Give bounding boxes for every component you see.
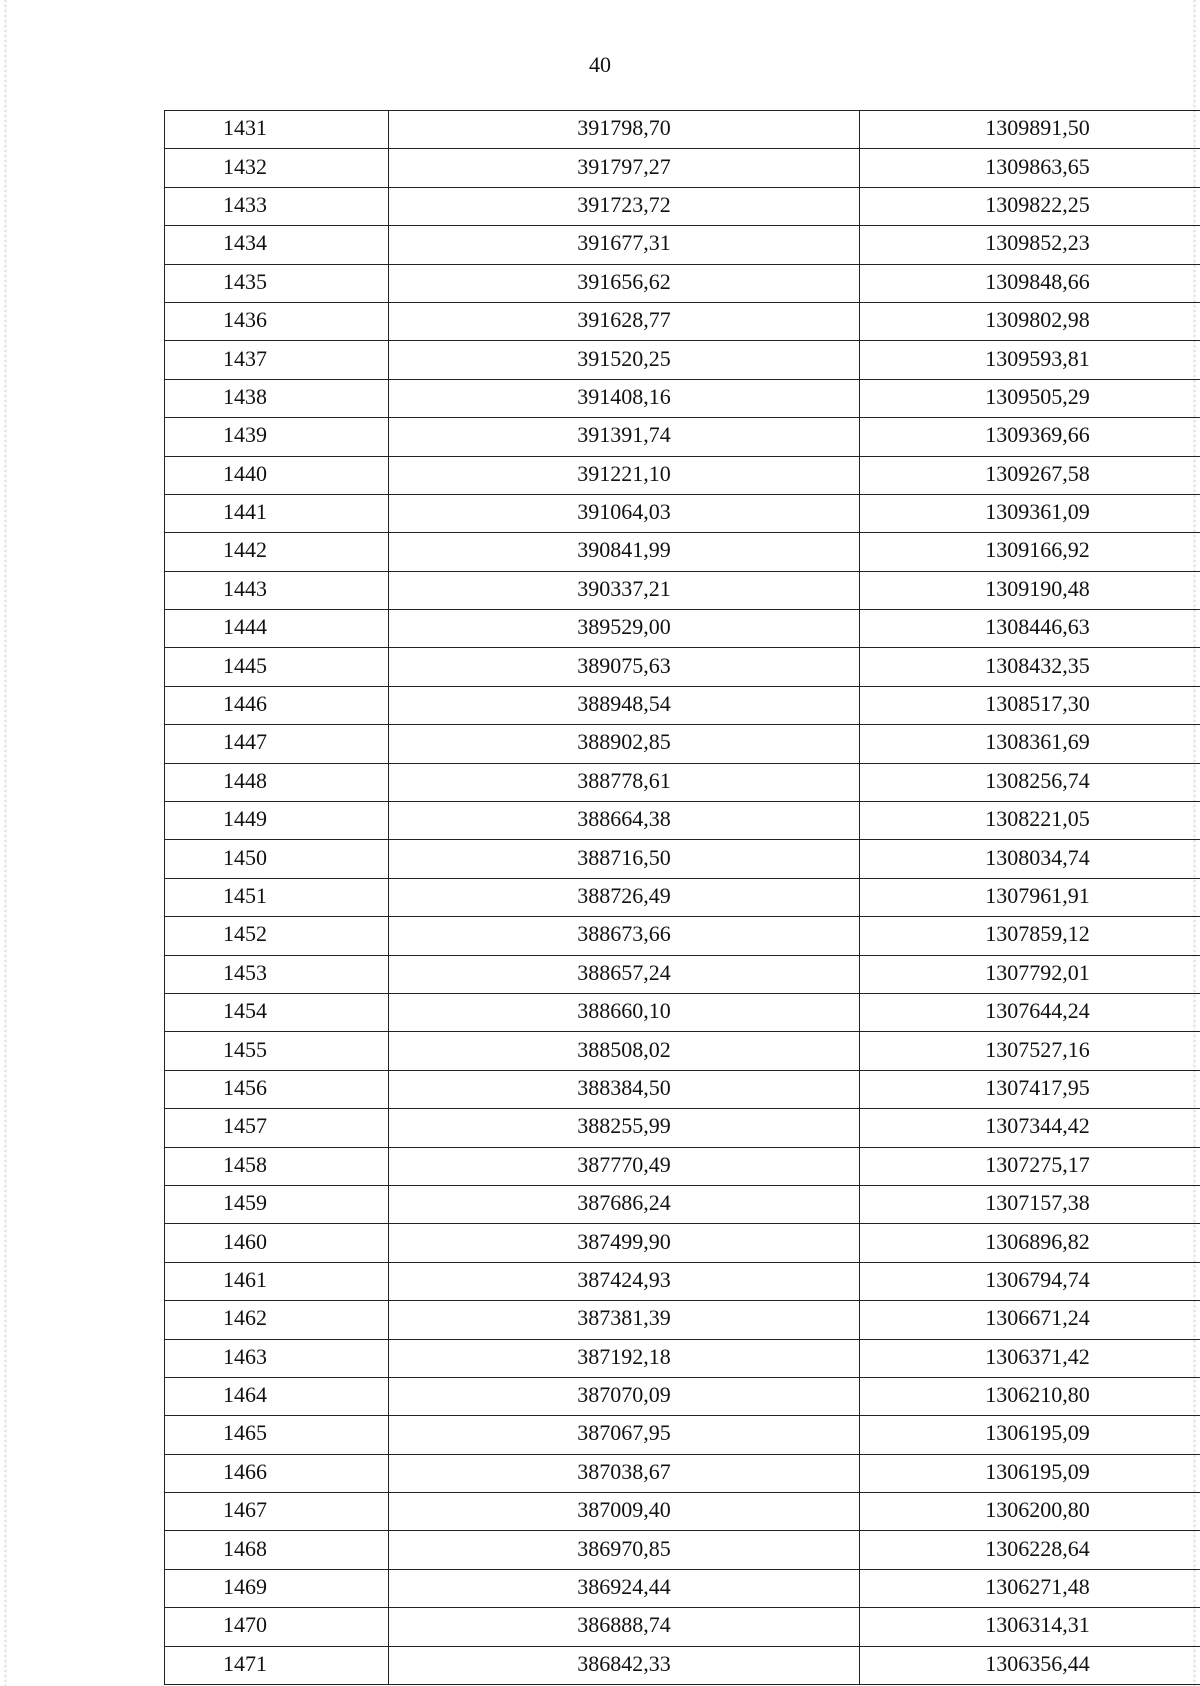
point-number-cell: 1442 [165, 533, 389, 571]
x-coordinate-cell: 388384,50 [389, 1070, 860, 1108]
table-row [165, 802, 1200, 840]
table-row [165, 1416, 1200, 1454]
point-number-cell: 1463 [165, 1339, 389, 1377]
point-number-cell: 1432 [165, 149, 389, 187]
table-row [165, 1032, 1200, 1070]
table-row [165, 456, 1200, 494]
x-coordinate-cell: 391798,70 [389, 111, 860, 149]
table-row [165, 111, 1200, 149]
point-number-cell: 1436 [165, 302, 389, 340]
table-row [165, 494, 1200, 532]
y-coordinate-cell: 1309505,29 [860, 379, 1200, 417]
y-coordinate-cell: 1307792,01 [860, 955, 1200, 993]
y-coordinate-cell: 1309852,23 [860, 226, 1200, 264]
table-row [165, 1301, 1200, 1339]
y-coordinate-cell: 1309166,92 [860, 533, 1200, 571]
table-row [165, 648, 1200, 686]
table-row [165, 226, 1200, 264]
point-number-cell: 1443 [165, 571, 389, 609]
point-number-cell: 1449 [165, 802, 389, 840]
y-coordinate-cell: 1306896,82 [860, 1224, 1200, 1262]
x-coordinate-cell: 387381,39 [389, 1301, 860, 1339]
y-coordinate-cell: 1306271,48 [860, 1569, 1200, 1607]
table-row [165, 149, 1200, 187]
table-row [165, 610, 1200, 648]
point-number-cell: 1434 [165, 226, 389, 264]
x-coordinate-cell: 387038,67 [389, 1454, 860, 1492]
y-coordinate-cell: 1308446,63 [860, 610, 1200, 648]
x-coordinate-cell: 386970,85 [389, 1531, 860, 1569]
x-coordinate-cell: 388508,02 [389, 1032, 860, 1070]
table-row [165, 302, 1200, 340]
x-coordinate-cell: 387499,90 [389, 1224, 860, 1262]
point-number-cell: 1450 [165, 840, 389, 878]
y-coordinate-cell: 1306794,74 [860, 1262, 1200, 1300]
table-row [165, 763, 1200, 801]
x-coordinate-cell: 389529,00 [389, 610, 860, 648]
x-coordinate-cell: 387770,49 [389, 1147, 860, 1185]
point-number-cell: 1460 [165, 1224, 389, 1262]
y-coordinate-cell: 1309369,66 [860, 418, 1200, 456]
point-number-cell: 1439 [165, 418, 389, 456]
y-coordinate-cell: 1308432,35 [860, 648, 1200, 686]
point-number-cell: 1469 [165, 1569, 389, 1607]
y-coordinate-cell: 1308361,69 [860, 725, 1200, 763]
table-row [165, 341, 1200, 379]
x-coordinate-cell: 388660,10 [389, 993, 860, 1031]
x-coordinate-cell: 386924,44 [389, 1569, 860, 1607]
table-row [165, 187, 1200, 225]
table-row [165, 1147, 1200, 1185]
y-coordinate-cell: 1307859,12 [860, 917, 1200, 955]
table-row [165, 418, 1200, 456]
point-number-cell: 1446 [165, 686, 389, 724]
point-number-cell: 1465 [165, 1416, 389, 1454]
point-number-cell: 1455 [165, 1032, 389, 1070]
table-row [165, 1070, 1200, 1108]
table-row [165, 264, 1200, 302]
y-coordinate-cell: 1307275,17 [860, 1147, 1200, 1185]
point-number-cell: 1440 [165, 456, 389, 494]
x-coordinate-cell: 391797,27 [389, 149, 860, 187]
point-number-cell: 1453 [165, 955, 389, 993]
coordinates-table [164, 110, 1200, 1685]
point-number-cell: 1441 [165, 494, 389, 532]
x-coordinate-cell: 388664,38 [389, 802, 860, 840]
x-coordinate-cell: 391520,25 [389, 341, 860, 379]
y-coordinate-cell: 1306228,64 [860, 1531, 1200, 1569]
x-coordinate-cell: 388948,54 [389, 686, 860, 724]
y-coordinate-cell: 1306195,09 [860, 1416, 1200, 1454]
table-row [165, 993, 1200, 1031]
y-coordinate-cell: 1309361,09 [860, 494, 1200, 532]
x-coordinate-cell: 391656,62 [389, 264, 860, 302]
point-number-cell: 1464 [165, 1377, 389, 1415]
y-coordinate-cell: 1306195,09 [860, 1454, 1200, 1492]
x-coordinate-cell: 390337,21 [389, 571, 860, 609]
x-coordinate-cell: 389075,63 [389, 648, 860, 686]
point-number-cell: 1456 [165, 1070, 389, 1108]
x-coordinate-cell: 391677,31 [389, 226, 860, 264]
point-number-cell: 1462 [165, 1301, 389, 1339]
table-row [165, 1608, 1200, 1646]
y-coordinate-cell: 1307157,38 [860, 1185, 1200, 1223]
table-row [165, 1646, 1200, 1684]
y-coordinate-cell: 1309891,50 [860, 111, 1200, 149]
point-number-cell: 1467 [165, 1493, 389, 1531]
y-coordinate-cell: 1307527,16 [860, 1032, 1200, 1070]
y-coordinate-cell: 1308221,05 [860, 802, 1200, 840]
x-coordinate-cell: 388726,49 [389, 878, 860, 916]
x-coordinate-cell: 387424,93 [389, 1262, 860, 1300]
point-number-cell: 1447 [165, 725, 389, 763]
x-coordinate-cell: 387009,40 [389, 1493, 860, 1531]
point-number-cell: 1451 [165, 878, 389, 916]
table-row [165, 917, 1200, 955]
point-number-cell: 1466 [165, 1454, 389, 1492]
x-coordinate-cell: 391408,16 [389, 379, 860, 417]
x-coordinate-cell: 387192,18 [389, 1339, 860, 1377]
x-coordinate-cell: 388673,66 [389, 917, 860, 955]
x-coordinate-cell: 386888,74 [389, 1608, 860, 1646]
y-coordinate-cell: 1309593,81 [860, 341, 1200, 379]
y-coordinate-cell: 1309822,25 [860, 187, 1200, 225]
y-coordinate-cell: 1309863,65 [860, 149, 1200, 187]
y-coordinate-cell: 1307417,95 [860, 1070, 1200, 1108]
y-coordinate-cell: 1306314,31 [860, 1608, 1200, 1646]
table-row [165, 1454, 1200, 1492]
y-coordinate-cell: 1308517,30 [860, 686, 1200, 724]
point-number-cell: 1452 [165, 917, 389, 955]
point-number-cell: 1437 [165, 341, 389, 379]
y-coordinate-cell: 1309802,98 [860, 302, 1200, 340]
y-coordinate-cell: 1308256,74 [860, 763, 1200, 801]
y-coordinate-cell: 1308034,74 [860, 840, 1200, 878]
x-coordinate-cell: 391064,03 [389, 494, 860, 532]
table-row [165, 1185, 1200, 1223]
table-row [165, 1377, 1200, 1415]
x-coordinate-cell: 388902,85 [389, 725, 860, 763]
x-coordinate-cell: 390841,99 [389, 533, 860, 571]
x-coordinate-cell: 388255,99 [389, 1109, 860, 1147]
x-coordinate-cell: 388716,50 [389, 840, 860, 878]
point-number-cell: 1438 [165, 379, 389, 417]
y-coordinate-cell: 1309848,66 [860, 264, 1200, 302]
point-number-cell: 1461 [165, 1262, 389, 1300]
point-number-cell: 1431 [165, 111, 389, 149]
x-coordinate-cell: 388778,61 [389, 763, 860, 801]
y-coordinate-cell: 1307344,42 [860, 1109, 1200, 1147]
table-row [165, 1262, 1200, 1300]
y-coordinate-cell: 1306210,80 [860, 1377, 1200, 1415]
table-row [165, 955, 1200, 993]
point-number-cell: 1457 [165, 1109, 389, 1147]
x-coordinate-cell: 387070,09 [389, 1377, 860, 1415]
page-number: 40 [589, 52, 611, 77]
table-row [165, 379, 1200, 417]
table-row [165, 840, 1200, 878]
x-coordinate-cell: 391723,72 [389, 187, 860, 225]
point-number-cell: 1444 [165, 610, 389, 648]
point-number-cell: 1459 [165, 1185, 389, 1223]
y-coordinate-cell: 1306200,80 [860, 1493, 1200, 1531]
table-row [165, 686, 1200, 724]
table-row [165, 1339, 1200, 1377]
y-coordinate-cell: 1309267,58 [860, 456, 1200, 494]
x-coordinate-cell: 391391,74 [389, 418, 860, 456]
y-coordinate-cell: 1307961,91 [860, 878, 1200, 916]
scan-edge-left [4, 0, 7, 1686]
table-row [165, 1569, 1200, 1607]
x-coordinate-cell: 391221,10 [389, 456, 860, 494]
x-coordinate-cell: 387686,24 [389, 1185, 860, 1223]
point-number-cell: 1468 [165, 1531, 389, 1569]
coordinates-table-body [165, 111, 1200, 1685]
point-number-cell: 1470 [165, 1608, 389, 1646]
x-coordinate-cell: 387067,95 [389, 1416, 860, 1454]
point-number-cell: 1435 [165, 264, 389, 302]
point-number-cell: 1458 [165, 1147, 389, 1185]
point-number-cell: 1471 [165, 1646, 389, 1684]
table-row [165, 1224, 1200, 1262]
table-row [165, 533, 1200, 571]
y-coordinate-cell: 1309190,48 [860, 571, 1200, 609]
y-coordinate-cell: 1306671,24 [860, 1301, 1200, 1339]
table-row [165, 571, 1200, 609]
point-number-cell: 1454 [165, 993, 389, 1031]
x-coordinate-cell: 386842,33 [389, 1646, 860, 1684]
point-number-cell: 1448 [165, 763, 389, 801]
y-coordinate-cell: 1307644,24 [860, 993, 1200, 1031]
table-row [165, 1109, 1200, 1147]
point-number-cell: 1445 [165, 648, 389, 686]
y-coordinate-cell: 1306371,42 [860, 1339, 1200, 1377]
x-coordinate-cell: 388657,24 [389, 955, 860, 993]
x-coordinate-cell: 391628,77 [389, 302, 860, 340]
y-coordinate-cell: 1306356,44 [860, 1646, 1200, 1684]
table-row [165, 1493, 1200, 1531]
point-number-cell: 1433 [165, 187, 389, 225]
table-row [165, 725, 1200, 763]
table-row [165, 1531, 1200, 1569]
table-row [165, 878, 1200, 916]
